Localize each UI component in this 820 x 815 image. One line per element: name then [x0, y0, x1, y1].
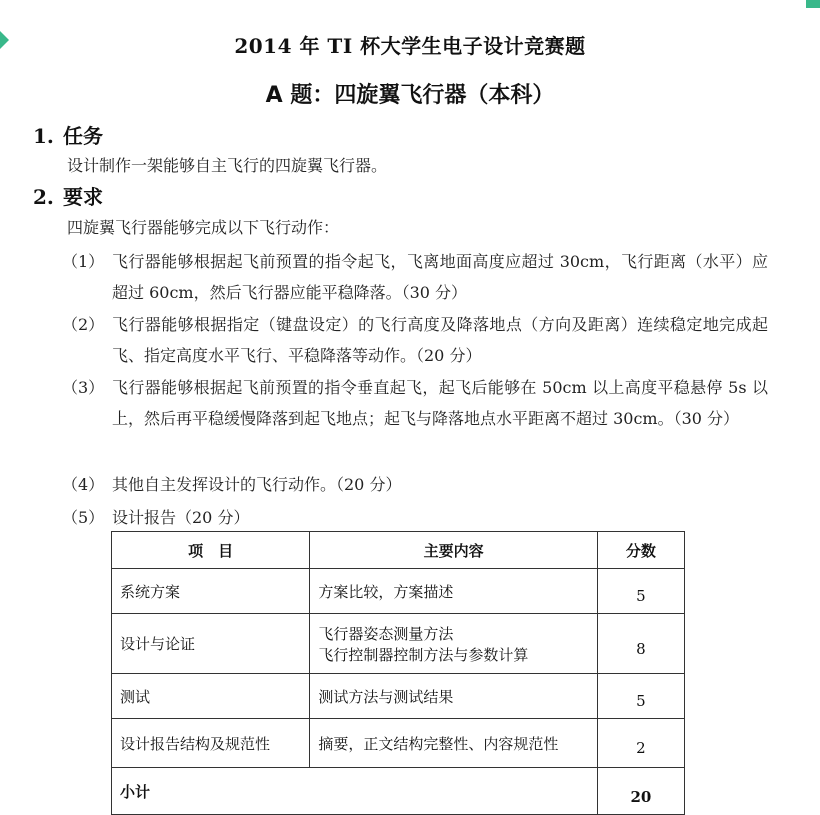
- row-item: 测试: [112, 674, 310, 719]
- requirement-item: [62, 502, 768, 533]
- content-line: 飞行控制器控制方法与参数计算: [318, 645, 529, 664]
- section-heading-task: [33, 120, 103, 149]
- row-score: 8: [597, 614, 684, 674]
- content-line: 摘要，正文结构完整性、内容规范性: [318, 734, 559, 753]
- requirements-intro: 四旋翼飞行器能够完成以下飞行动作：: [67, 218, 340, 237]
- table-total-row: [112, 768, 685, 815]
- requirement-text: 飞行器能够根据起飞前预置的指令起飞，飞离地面高度应超过 30cm，飞行距离（水平）应超过 60cm，然后飞行器应能平稳降落。（30 分）: [112, 252, 768, 302]
- section-number: 1.: [33, 124, 54, 148]
- requirement-text: 飞行器能够根据起飞前预置的指令垂直起飞，起飞后能够在 50cm 以上高度平稳悬停 5s 以上，然后再平稳缓慢降落到起飞地点；起飞与降落地点水平距离不超过 30cm。（30 分）: [112, 378, 768, 428]
- section-heading-requirements: [33, 181, 103, 210]
- total-label: 小计: [112, 768, 598, 815]
- right-corner-marker: [806, 0, 820, 8]
- total-score: 20: [597, 768, 684, 815]
- requirement-index: （5）: [62, 508, 105, 527]
- task-description: 设计制作一架能够自主飞行的四旋翼飞行器。: [67, 156, 388, 175]
- requirement-index: （3）: [62, 378, 105, 397]
- row-item: 设计与论证: [112, 614, 310, 674]
- requirement-text: 飞行器能够根据指定（键盘设定）的飞行高度及降落地点（方向及距离）连续稳定地完成起飞、指定高度水平飞行、平稳降落等动作。（20 分）: [112, 315, 768, 365]
- row-item: 系统方案: [112, 569, 310, 614]
- problem-title: A 题：四旋翼飞行器（本科）: [265, 83, 555, 108]
- row-score: 5: [597, 569, 684, 614]
- requirement-item: [62, 469, 768, 500]
- report-scoring-table: [111, 531, 685, 815]
- requirement-item: [62, 372, 768, 434]
- table-row: [112, 719, 685, 768]
- section-heading-text: 任务: [63, 124, 103, 148]
- requirement-text: 设计报告（20 分）: [112, 508, 250, 527]
- requirement-item: [62, 246, 768, 308]
- row-score: 2: [597, 719, 684, 768]
- requirement-text: 其他自主发挥设计的飞行动作。（20 分）: [112, 475, 402, 494]
- column-header-score: 分数: [597, 532, 684, 569]
- row-content: [310, 719, 598, 768]
- content-line: 测试方法与测试结果: [318, 687, 454, 706]
- section-heading-text: 要求: [63, 185, 103, 209]
- row-item: 设计报告结构及规范性: [112, 719, 310, 768]
- table-row: [112, 614, 685, 674]
- row-content: [310, 569, 598, 614]
- section-number: 2.: [33, 185, 54, 209]
- document-title: 2014 年 TI 杯大学生电子设计竞赛题: [234, 34, 586, 58]
- row-score: 5: [597, 674, 684, 719]
- table-row: [112, 569, 685, 614]
- row-content: [310, 674, 598, 719]
- row-content: [310, 614, 598, 674]
- content-line: 飞行器姿态测量方法: [318, 624, 454, 643]
- table-header-row: [112, 532, 685, 569]
- content-line: 方案比较，方案描述: [318, 582, 454, 601]
- column-header-content: 主要内容: [310, 532, 598, 569]
- table-row: [112, 674, 685, 719]
- requirement-index: （4）: [62, 475, 105, 494]
- requirement-item: [62, 309, 768, 371]
- requirement-index: （2）: [62, 315, 105, 334]
- column-header-item: 项 目: [112, 532, 310, 569]
- requirement-index: （1）: [62, 252, 105, 271]
